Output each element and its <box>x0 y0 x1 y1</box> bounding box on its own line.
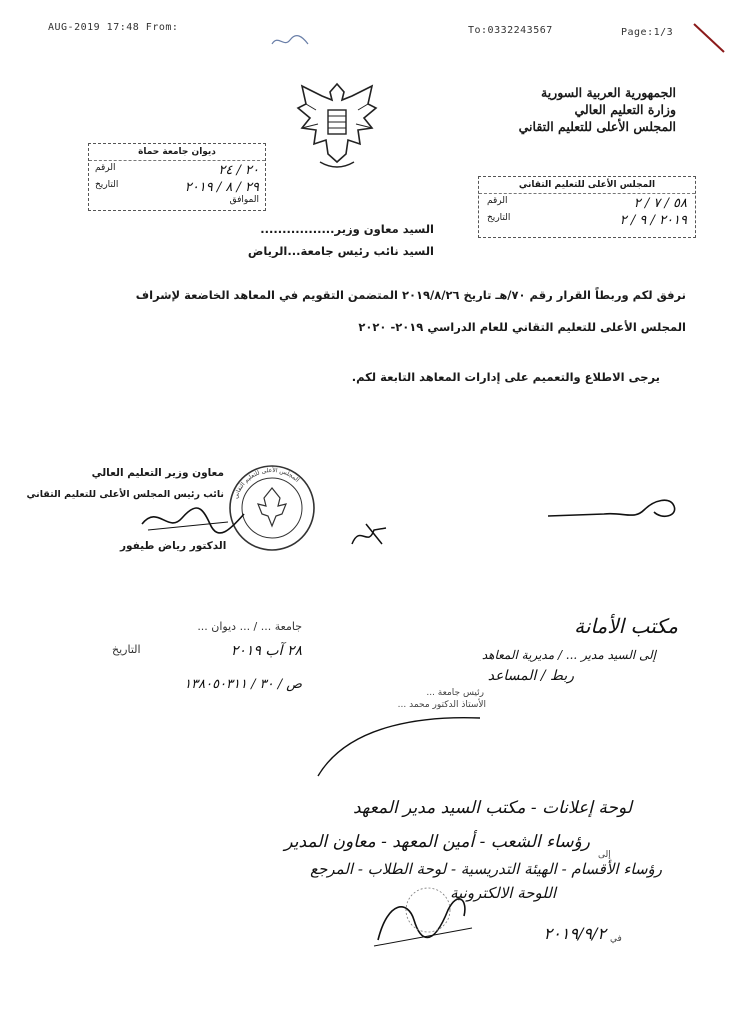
signature-name: الدكتور رياض طيفور <box>120 540 227 552</box>
handnote-bottom-fi: في <box>610 934 622 944</box>
handnote-bottom-4: اللوحة الالكترونية <box>450 884 556 902</box>
handnote-sign-title: رئيس جامعة ... <box>426 688 484 698</box>
signature-role-2: نائب رئيس المجلس الأعلى للتعليم التقاني <box>26 489 224 500</box>
incoming-stamp-university <box>112 620 302 692</box>
handnote-secretariat: مكتب الأمانة <box>574 614 678 638</box>
letterhead <box>436 84 676 135</box>
signature-role-1: معاون وزير التعليم العالي <box>91 467 224 479</box>
handnote-director: إلى السيد مدير ... / مديرية المعاهد <box>481 648 656 662</box>
stamp-left-date-value: ٢٩ / ٨ / ٢٠١٩ <box>184 180 259 195</box>
incoming-stamp-left <box>88 143 266 211</box>
bottom-signature-scribble <box>368 880 478 960</box>
right-signature-scribble <box>544 490 684 530</box>
stamp-left-title: ديوان جامعة حماة <box>89 144 265 161</box>
letterhead-ministry: وزارة التعليم العالي <box>574 102 676 117</box>
signature-scribble <box>138 500 248 540</box>
stamp-right-number-value: ٥٨ / ٧ / ٢ <box>633 196 687 211</box>
letterhead-country: الجمهورية العربية السورية <box>541 85 676 100</box>
handnote-bottom-ila: إلى <box>598 850 611 860</box>
bottom-curve-stroke <box>310 712 490 782</box>
incoming-stamp-line1: جامعة ... / ... ديوان ... <box>197 620 302 633</box>
body-paragraph-1a: نرفق لكم وربطاً القرار رقم ٧٠/هـ تاريخ ٢٠١٩/٨/٢٦ المتضمن التقويم في المعاهد الخاضعة لإشراف <box>135 288 686 302</box>
eagle-emblem-icon <box>292 74 382 174</box>
handnote-link: ربط / المساعد <box>487 668 574 684</box>
body-paragraph-2: يرجى الاطلاع والتعميم على إدارات المعاهد التابعة لكم. <box>351 370 660 384</box>
pen-stroke-mark <box>690 20 730 60</box>
stamp-left-date-label: التاريخ <box>95 180 119 190</box>
stamp-right-date-label: التاريخ <box>487 213 511 223</box>
fax-sent-line: AUG-2019 17:48 From: <box>48 22 179 33</box>
body-paragraph-1b: المجلس الأعلى للتعليم التقاني للعام الدراسي ٢٠١٩- ٢٠٢٠ <box>358 320 686 334</box>
handnote-bottom-2: رؤساء الشعب - أمين المعهد - معاون المدير <box>284 832 590 852</box>
handnote-bottom-3: رؤساء الأقسام - الهيئة التدريسية - لوحة الطلاب - المرجع <box>310 860 662 878</box>
incoming-stamp-right <box>478 176 696 238</box>
handnote-bottom-1: لوحة إعلانات - مكتب السيد مدير المعهد <box>353 798 632 818</box>
fax-to-line: To:0332243567 <box>468 25 553 36</box>
stamp-right-number-label: الرقم <box>487 196 508 206</box>
seal-text: المجلس الأعلى للتعليم التقاني <box>232 466 301 500</box>
addressee-vice-president: السيد نائب رئيس جامعة...الرياض <box>247 244 434 258</box>
handnote-bottom-date: ٢٠١٩/٩/٢ <box>543 924 606 943</box>
stamp-left-number-label: الرقم <box>95 163 116 173</box>
letterhead-council: المجلس الأعلى للتعليم التقاني <box>518 119 676 134</box>
stamp-right-title: المجلس الأعلى للتعليم التقاني <box>479 177 695 194</box>
initials-scribble <box>346 514 406 554</box>
small-scribble-mark <box>270 32 310 52</box>
incoming-stamp-date-value: ٢٨ آب ٢٠١٩ <box>230 643 302 659</box>
addressee-deputy-minister: السيد معاون وزير................. <box>260 222 434 236</box>
stamp-left-match-label: الموافق <box>229 195 259 205</box>
incoming-stamp-ref: ص / ٣٠ / ١٣٨٠٥٠٣١١ <box>184 677 302 692</box>
fax-page-line: Page:1/3 <box>621 27 674 38</box>
incoming-stamp-date-label: التاريخ <box>112 643 141 656</box>
handnote-sign-name: الأستاذ الدكتور محمد ... <box>397 700 486 710</box>
stamp-right-date-value: ٢٠١٩ / ٩ / ٢ <box>619 213 687 228</box>
stamp-left-number-value: ٢٠ / ٢٤ <box>218 163 259 178</box>
